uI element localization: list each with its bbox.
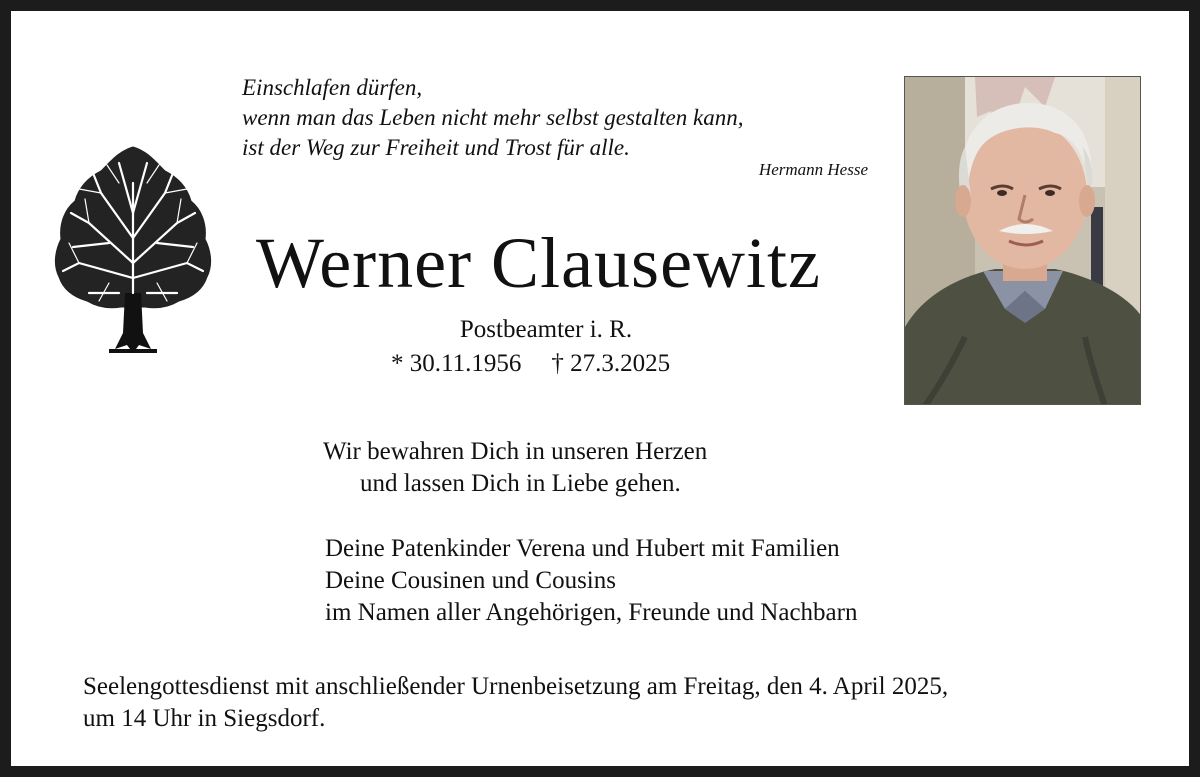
quote-line: ist der Weg zur Freiheit und Trost für alle. [242,135,630,160]
quote-line: wenn man das Leben nicht mehr selbst gestalten kann, [242,105,744,130]
farewell-line: Wir bewahren Dich in unseren Herzen [323,438,708,465]
life-dates [391,349,731,379]
deceased-occupation: Postbeamter i. R. [459,316,633,343]
quote-line: Einschlafen dürfen, [242,75,423,100]
farewell-line: und lassen Dich in Liebe gehen. [360,470,681,497]
farewell-text [323,436,803,500]
death-date: † 27.3.2025 [551,350,671,377]
mourners-line: im Namen aller Angehörigen, Freunde und Nachbarn [325,599,858,626]
mourners-line: Deine Cousinen und Cousins [325,567,616,594]
service-announcement [83,671,1163,735]
service-line: Seelengottesdienst mit anschließender Urnenbeisetzung am Freitag, den 4. April 2025, [83,673,949,700]
tree-icon [49,143,217,359]
deceased-name: Werner Clausewitz [256,223,821,303]
service-line: um 14 Uhr in Siegsdorf. [83,705,326,732]
birth-date: * 30.11.1956 [391,350,522,377]
portrait-photo [904,76,1141,405]
quote-author: Hermann Hesse [758,160,868,179]
mourners-line: Deine Patenkinder Verena und Hubert mit Familien [325,535,840,562]
quote-block [242,73,872,179]
mourners-list [325,533,1025,629]
